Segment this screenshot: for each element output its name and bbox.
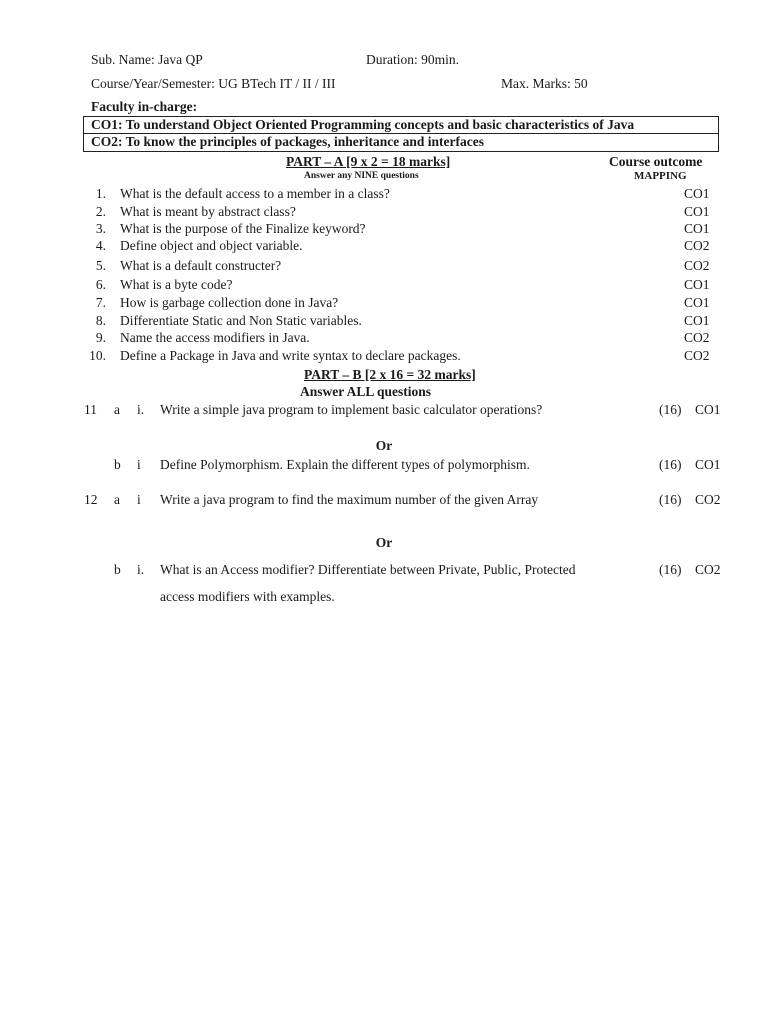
or-divider-12: Or — [375, 535, 393, 550]
question-marks: (16) — [659, 562, 682, 577]
question-text: Define object and object variable. — [120, 238, 303, 253]
mapping-header-mapping: MAPPING — [634, 170, 687, 182]
course-year-semester: Course/Year/Semester: UG BTech IT / II / III — [91, 76, 336, 91]
question-roman: i. — [137, 402, 145, 417]
duration: Duration: 90min. — [366, 52, 459, 67]
mapping-header-course-outcome: Course outcome — [609, 154, 703, 169]
question-number: 12 — [84, 492, 98, 507]
question-marks: (16) — [659, 457, 682, 472]
question-co: CO1 — [684, 277, 710, 292]
part-a-question — [0, 329, 768, 347]
or-divider-11: Or — [375, 438, 393, 453]
question-co: CO1 — [695, 457, 721, 472]
question-number: 6. — [95, 277, 106, 292]
question-number: 7. — [95, 295, 106, 310]
question-co: CO2 — [695, 562, 721, 577]
question-number: 1. — [95, 186, 106, 201]
question-co: CO1 — [684, 313, 710, 328]
question-text: What is meant by abstract class? — [120, 204, 296, 219]
question-co: CO1 — [684, 221, 710, 236]
course-outcome-co2: CO2: To know the principles of packages, inheritance and interfaces — [83, 134, 719, 152]
part-a-title: PART – A [9 x 2 = 18 marks] — [286, 154, 451, 169]
question-text: Define Polymorphism. Explain the different types of polymorphism. — [160, 457, 530, 472]
question-roman: i — [137, 457, 141, 472]
question-sub-label: a — [114, 402, 120, 417]
question-number: 5. — [95, 258, 106, 273]
question-roman: i — [137, 492, 141, 507]
question-co: CO1 — [695, 402, 721, 417]
question-number: 10. — [89, 348, 106, 363]
question-co: CO2 — [684, 348, 710, 363]
part-a-question — [0, 257, 768, 275]
question-number: 2. — [95, 204, 106, 219]
part-a-question — [0, 276, 768, 294]
question-roman: i. — [137, 562, 145, 577]
question-co: CO1 — [684, 204, 710, 219]
part-a-question — [0, 347, 768, 365]
question-number: 11 — [84, 402, 97, 417]
question-text-line-2: access modifiers with examples. — [160, 589, 335, 604]
question-number: 9. — [95, 330, 106, 345]
part-b-instruction: Answer ALL questions — [300, 384, 432, 399]
part-a-instruction: Answer any NINE questions — [304, 171, 419, 181]
question-sub-label: b — [114, 562, 121, 577]
part-b-title: PART – B [2 x 16 = 32 marks] — [304, 367, 476, 382]
part-a-question — [0, 220, 768, 238]
question-text: How is garbage collection done in Java? — [120, 295, 339, 310]
question-number: 8. — [95, 313, 106, 328]
question-co: CO2 — [695, 492, 721, 507]
question-number: 3. — [95, 221, 106, 236]
part-a-question — [0, 185, 768, 203]
question-text: What is a byte code? — [120, 277, 233, 292]
question-text: What is the purpose of the Finalize keyword? — [120, 221, 366, 236]
question-text: Write a java program to find the maximum number of the given Array — [160, 492, 539, 507]
question-text: Name the access modifiers in Java. — [120, 330, 310, 345]
question-co: CO2 — [684, 330, 710, 345]
faculty-in-charge: Faculty in-charge: — [91, 99, 198, 114]
question-text: Define a Package in Java and write syntax to declare packages. — [120, 348, 461, 363]
question-text: What is the default access to a member in a class? — [120, 186, 390, 201]
question-co: CO1 — [684, 295, 710, 310]
subject-name: Sub. Name: Java QP — [91, 52, 203, 67]
question-co: CO2 — [684, 238, 710, 253]
question-co: CO1 — [684, 186, 710, 201]
question-marks: (16) — [659, 402, 682, 417]
question-marks: (16) — [659, 492, 682, 507]
part-a-question — [0, 312, 768, 330]
part-a-question — [0, 237, 768, 255]
course-outcome-co1: CO1: To understand Object Oriented Programming concepts and basic characteristics of Java — [83, 116, 719, 134]
question-text: Write a simple java program to implement basic calculator operations? — [160, 402, 543, 417]
question-text: What is a default constructer? — [120, 258, 282, 273]
question-co: CO2 — [684, 258, 710, 273]
question-sub-label: a — [114, 492, 120, 507]
max-marks: Max. Marks: 50 — [501, 76, 588, 91]
part-a-question — [0, 294, 768, 312]
question-sub-label: b — [114, 457, 121, 472]
question-text-line-1: What is an Access modifier? Differentiate between Private, Public, Protected — [160, 562, 576, 577]
question-text: Differentiate Static and Non Static variables. — [120, 313, 362, 328]
part-a-question — [0, 203, 768, 221]
question-number: 4. — [95, 238, 106, 253]
